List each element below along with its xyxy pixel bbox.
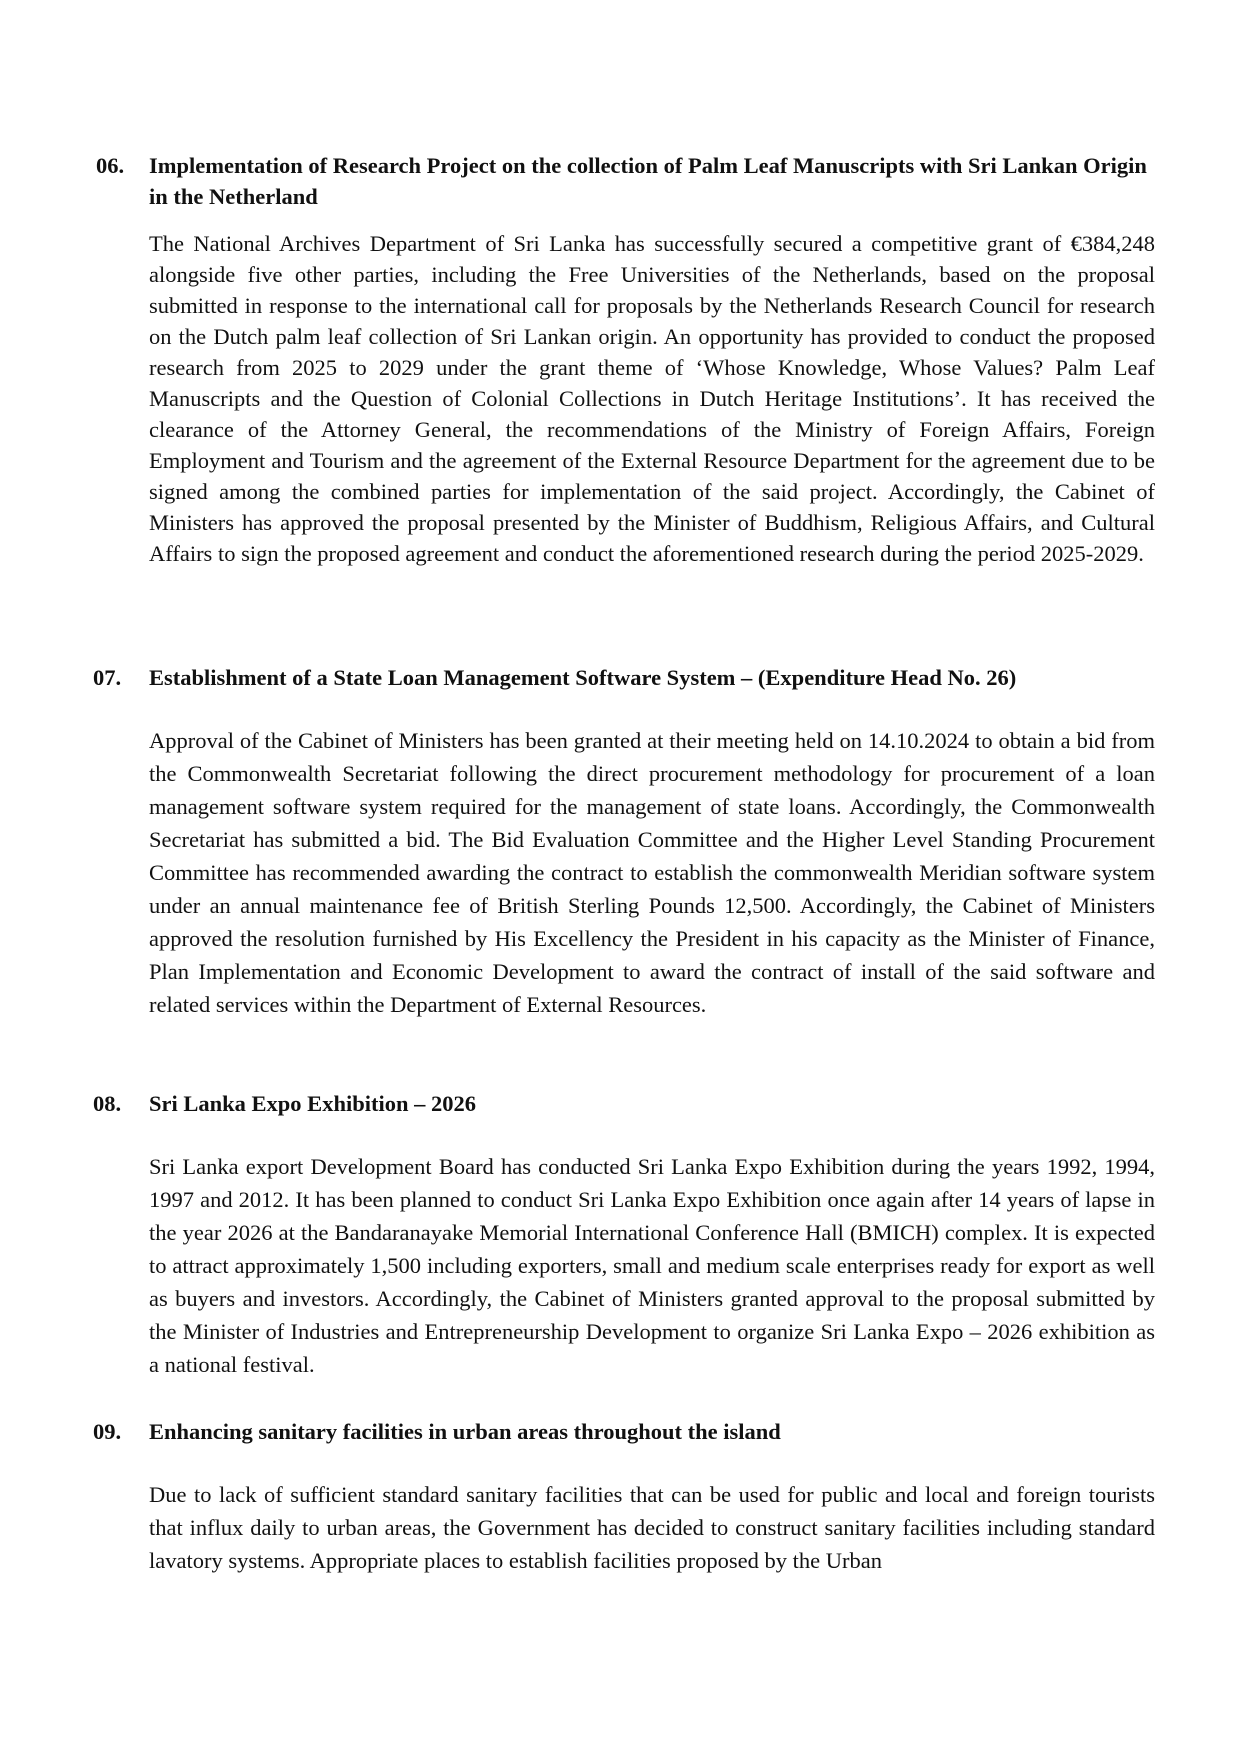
section-number: 09. <box>93 1419 122 1444</box>
section-title: Implementation of Research Project on the collection of Palm Leaf Manuscripts with Sri Lankan Origin in the Netherland <box>149 153 1147 209</box>
section-body: Due to lack of sufficient standard sanitary facilities that can be used for public and local and foreign tourists that influx daily to urban areas, the Government has decided to construct sanitary facilities including standard lavatory systems. Appropriate places to establish facilities proposed by the Urban <box>149 1482 1155 1573</box>
section-body: Approval of the Cabinet of Ministers has been granted at their meeting held on 14.10.2024 to obtain a bid from the Commonwealth Secretariat following the direct procurement methodology for procurement of a loan management software system required for the management of state loans. Accordingly, the Commonwealth Secretariat has submitted a bid. The Bid Evaluation Committee and the Higher Level Standing Procurement Committee has recommended awarding the contract to establish the commonwealth Meridian software system under an annual maintenance fee of British Sterling Pounds 12,500. Accordingly, the Cabinet of Ministers approved the resolution furnished by His Excellency the President in his capacity as the Minister of Finance, Plan Implementation and Economic Development to award the contract of install of the said software and related services within the Department of External Resources. <box>149 728 1155 1017</box>
section-body: Sri Lanka export Development Board has conducted Sri Lanka Expo Exhibition during the years 1992, 1994, 1997 and 2012. It has been planned to conduct Sri Lanka Expo Exhibition once again after 14 years of lapse in the year 2026 at the Bandaranayake Memorial International Conference Hall (BMICH) complex. It is expected to attract approximately 1,500 including exporters, small and medium scale enterprises ready for export as well as buyers and investors. Accordingly, the Cabinet of Ministers granted approval to the proposal submitted by the Minister of Industries and Entrepreneurship Development to organize Sri Lanka Expo – 2026 exhibition as a national festival. <box>149 1154 1155 1377</box>
section-title: Sri Lanka Expo Exhibition – 2026 <box>149 1091 476 1116</box>
section-number: 07. <box>93 665 122 690</box>
section-title: Enhancing sanitary facilities in urban areas throughout the island <box>149 1419 781 1444</box>
section-title: Establishment of a State Loan Management Software System – (Expenditure Head No. 26) <box>149 665 1017 690</box>
section-number: 08. <box>93 1091 122 1116</box>
section-number: 06. <box>96 153 125 178</box>
section-body: The National Archives Department of Sri Lanka has successfully secured a competitive grant of €384,248 alongside five other parties, including the Free Universities of the Netherlands, based on the proposal submitted in response to the international call for proposals by the Netherlands Research Council for research on the Dutch palm leaf collection of Sri Lankan origin. An opportunity has provided to conduct the proposed research from 2025 to 2029 under the grant theme of ‘Whose Knowledge, Whose Values? Palm Leaf Manuscripts and the Question of Colonial Collections in Dutch Heritage Institutions’. It has received the clearance of the Attorney General, the recommendations of the Ministry of Foreign Affairs, Foreign Employment and Tourism and the agreement of the External Resource Department for the agreement due to be signed among the combined parties for implementation of the said project. Accordingly, the Cabinet of Ministers has approved the proposal presented by the Minister of Buddhism, Religious Affairs, and Cultural Affairs to sign the proposed agreement and conduct the aforementioned research during the period 2025-2029. <box>149 231 1155 566</box>
